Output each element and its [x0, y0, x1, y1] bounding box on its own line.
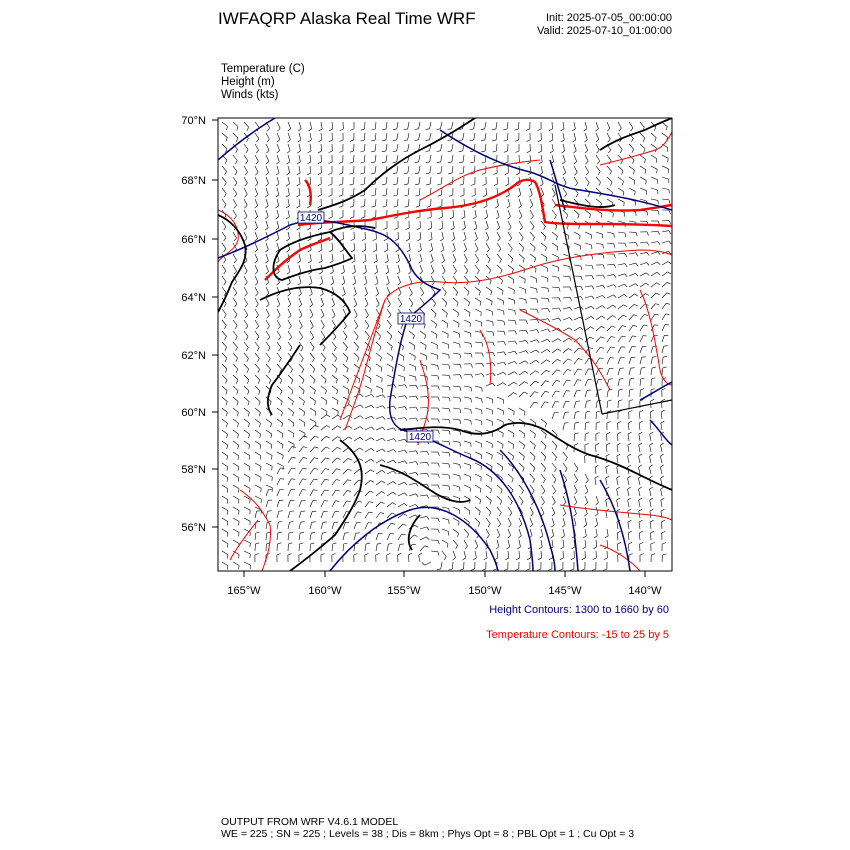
lat-label: 70°N — [181, 115, 206, 127]
lon-label: 140°W — [628, 585, 662, 597]
lat-label: 66°N — [181, 234, 206, 246]
temperature-contours-legend: Temperature Contours: -15 to 25 by 5 — [486, 629, 669, 641]
contour-label-box — [398, 313, 424, 325]
lon-label: 160°W — [308, 585, 342, 597]
lat-label: 60°N — [181, 407, 206, 419]
contour-label: 1420 — [408, 432, 432, 443]
valid-time: Valid: 2025-07-10_01:00:00 — [537, 25, 672, 37]
lon-label: 145°W — [548, 585, 582, 597]
lat-label: 64°N — [181, 292, 206, 304]
lat-ticks — [212, 120, 218, 527]
map-title: IWFAQRP Alaska Real Time WRF — [218, 9, 476, 28]
contour-label-box — [407, 431, 433, 443]
contour-label: 1420 — [299, 213, 323, 224]
lat-label: 68°N — [181, 175, 206, 187]
lon-label: 165°W — [227, 585, 261, 597]
contour-label-box — [298, 212, 324, 224]
contour-label: 1420 — [399, 314, 423, 325]
lat-label: 56°N — [181, 522, 206, 534]
field-label-winds: Winds (kts) — [221, 89, 279, 101]
field-label-temperature: Temperature (C) — [221, 63, 305, 75]
init-time: Init: 2025-07-05_00:00:00 — [546, 12, 672, 24]
model-config-label: WE = 225 ; SN = 225 ; Levels = 38 ; Dis = 8km ; Phys Opt = 8 ; PBL Opt = 1 ; Cu Opt = 3 — [221, 828, 635, 840]
lon-label: 150°W — [468, 585, 502, 597]
height-contours-legend: Height Contours: 1300 to 1660 by 60 — [489, 604, 669, 616]
lon-ticks — [244, 571, 645, 577]
lat-label: 62°N — [181, 350, 206, 362]
model-output-label: OUTPUT FROM WRF V4.6.1 MODEL — [221, 816, 399, 828]
field-label-height: Height (m) — [221, 76, 275, 88]
lat-label: 58°N — [181, 464, 206, 476]
lon-label: 155°W — [387, 585, 421, 597]
